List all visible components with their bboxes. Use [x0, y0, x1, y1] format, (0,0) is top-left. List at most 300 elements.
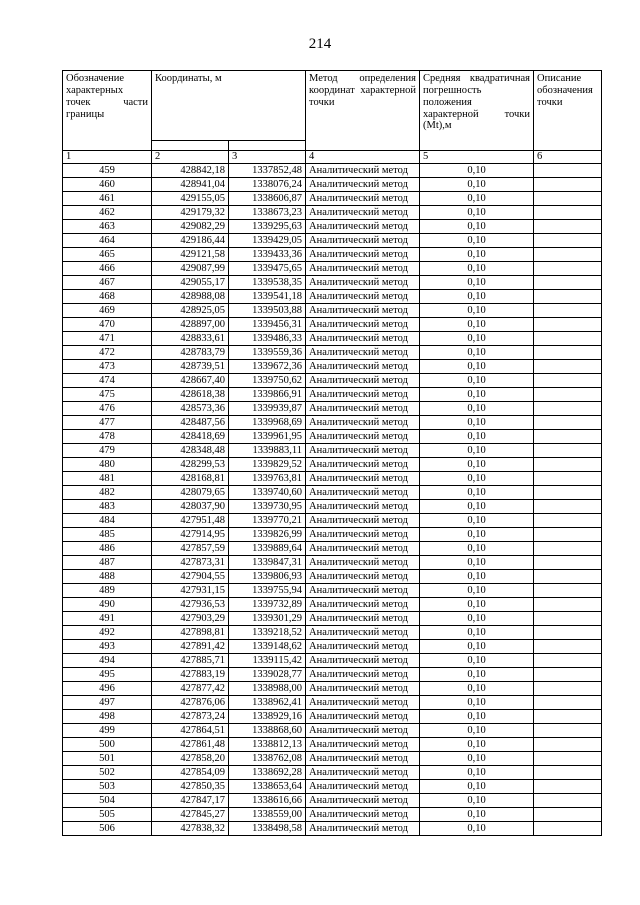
header-method: Метод определения координат характерной точки — [306, 71, 420, 151]
point-number-cell: 500 — [63, 738, 152, 752]
coordinate-y-cell: 1339429,05 — [229, 234, 306, 248]
method-cell: Аналитический метод — [306, 458, 420, 472]
table-row — [63, 416, 602, 430]
point-number-cell: 487 — [63, 556, 152, 570]
point-number-cell: 475 — [63, 388, 152, 402]
method-cell: Аналитический метод — [306, 528, 420, 542]
description-cell — [534, 248, 602, 262]
error-cell: 0,10 — [420, 164, 534, 178]
coordinate-y-cell: 1339295,63 — [229, 220, 306, 234]
point-number-cell: 506 — [63, 822, 152, 836]
method-cell: Аналитический метод — [306, 556, 420, 570]
coordinate-x-cell: 429121,58 — [152, 248, 229, 262]
coordinate-x-cell: 428573,36 — [152, 402, 229, 416]
description-cell — [534, 346, 602, 360]
coordinate-x-cell: 427847,17 — [152, 794, 229, 808]
coordinate-y-cell: 1339829,52 — [229, 458, 306, 472]
point-number-cell: 501 — [63, 752, 152, 766]
method-cell: Аналитический метод — [306, 822, 420, 836]
point-number-cell: 471 — [63, 332, 152, 346]
point-number-cell: 467 — [63, 276, 152, 290]
point-number-cell: 470 — [63, 318, 152, 332]
description-cell — [534, 206, 602, 220]
description-cell — [534, 304, 602, 318]
table-row — [63, 640, 602, 654]
coordinate-x-cell: 428988,08 — [152, 290, 229, 304]
coordinate-y-cell: 1338692,28 — [229, 766, 306, 780]
error-cell: 0,10 — [420, 542, 534, 556]
point-number-cell: 479 — [63, 444, 152, 458]
table-row — [63, 360, 602, 374]
description-cell — [534, 276, 602, 290]
method-cell: Аналитический метод — [306, 486, 420, 500]
point-number-cell: 496 — [63, 682, 152, 696]
coordinate-x-cell: 427858,20 — [152, 752, 229, 766]
error-cell: 0,10 — [420, 346, 534, 360]
coordinate-y-cell: 1339433,36 — [229, 248, 306, 262]
coordinate-x-cell: 427857,59 — [152, 542, 229, 556]
coordinate-y-cell: 1338812,13 — [229, 738, 306, 752]
header-coordinates: Координаты, м — [152, 71, 306, 141]
description-cell — [534, 724, 602, 738]
coordinate-y-cell: 1337852,48 — [229, 164, 306, 178]
coordinate-x-cell: 428941,04 — [152, 178, 229, 192]
header-point-designation: Обозначение характерных точек части границы — [63, 71, 152, 151]
table-row — [63, 192, 602, 206]
point-number-cell: 505 — [63, 808, 152, 822]
coordinate-y-cell: 1338606,87 — [229, 192, 306, 206]
description-cell — [534, 696, 602, 710]
coordinate-y-cell: 1339763,81 — [229, 472, 306, 486]
point-number-cell: 473 — [63, 360, 152, 374]
point-number-cell: 461 — [63, 192, 152, 206]
coordinate-y-cell: 1339028,77 — [229, 668, 306, 682]
method-cell: Аналитический метод — [306, 752, 420, 766]
description-cell — [534, 388, 602, 402]
coordinate-y-cell: 1339961,95 — [229, 430, 306, 444]
table-row — [63, 220, 602, 234]
description-cell — [534, 584, 602, 598]
coordinate-y-cell: 1339503,88 — [229, 304, 306, 318]
coordinate-x-cell: 429055,17 — [152, 276, 229, 290]
error-cell: 0,10 — [420, 486, 534, 500]
coordinate-x-cell: 428667,40 — [152, 374, 229, 388]
error-cell: 0,10 — [420, 458, 534, 472]
coordinate-x-cell: 427931,15 — [152, 584, 229, 598]
table-row — [63, 248, 602, 262]
coordinate-x-cell: 429087,99 — [152, 262, 229, 276]
error-cell: 0,10 — [420, 248, 534, 262]
table-row — [63, 682, 602, 696]
table-row — [63, 290, 602, 304]
method-cell: Аналитический метод — [306, 780, 420, 794]
description-cell — [534, 332, 602, 346]
method-cell: Аналитический метод — [306, 332, 420, 346]
error-cell: 0,10 — [420, 430, 534, 444]
point-number-cell: 503 — [63, 780, 152, 794]
point-number-cell: 484 — [63, 514, 152, 528]
description-cell — [534, 234, 602, 248]
coordinate-y-cell: 1339740,60 — [229, 486, 306, 500]
error-cell: 0,10 — [420, 374, 534, 388]
point-number-cell: 489 — [63, 584, 152, 598]
method-cell: Аналитический метод — [306, 304, 420, 318]
error-cell: 0,10 — [420, 598, 534, 612]
point-number-cell: 481 — [63, 472, 152, 486]
description-cell — [534, 738, 602, 752]
table-row — [63, 430, 602, 444]
table-row — [63, 472, 602, 486]
boundary-points-table — [62, 70, 602, 836]
table-row — [63, 206, 602, 220]
description-cell — [534, 220, 602, 234]
point-number-cell: 465 — [63, 248, 152, 262]
method-cell: Аналитический метод — [306, 472, 420, 486]
description-cell — [534, 360, 602, 374]
column-number: 2 — [152, 151, 229, 164]
method-cell: Аналитический метод — [306, 654, 420, 668]
method-cell: Аналитический метод — [306, 584, 420, 598]
column-number: 5 — [420, 151, 534, 164]
method-cell: Аналитический метод — [306, 402, 420, 416]
error-cell: 0,10 — [420, 780, 534, 794]
point-number-cell: 495 — [63, 668, 152, 682]
coordinate-x-cell: 428897,00 — [152, 318, 229, 332]
error-cell: 0,10 — [420, 234, 534, 248]
coordinate-x-cell: 428783,79 — [152, 346, 229, 360]
table-row — [63, 304, 602, 318]
coordinate-y-cell: 1339750,62 — [229, 374, 306, 388]
method-cell: Аналитический метод — [306, 542, 420, 556]
coordinate-x-cell: 428079,65 — [152, 486, 229, 500]
error-cell: 0,10 — [420, 276, 534, 290]
point-number-cell: 476 — [63, 402, 152, 416]
error-cell: 0,10 — [420, 416, 534, 430]
coordinate-y-cell: 1338498,58 — [229, 822, 306, 836]
coordinate-x-cell: 427854,09 — [152, 766, 229, 780]
coordinate-y-cell: 1339755,94 — [229, 584, 306, 598]
coordinate-x-cell: 428037,90 — [152, 500, 229, 514]
method-cell: Аналитический метод — [306, 794, 420, 808]
point-number-cell: 462 — [63, 206, 152, 220]
method-cell: Аналитический метод — [306, 430, 420, 444]
header-coordinate-y — [229, 141, 306, 151]
description-cell — [534, 612, 602, 626]
coordinate-x-cell: 428833,61 — [152, 332, 229, 346]
coordinate-x-cell: 427873,31 — [152, 556, 229, 570]
error-cell: 0,10 — [420, 472, 534, 486]
table-row — [63, 500, 602, 514]
coordinate-x-cell: 427903,29 — [152, 612, 229, 626]
table-row — [63, 738, 602, 752]
point-number-cell: 485 — [63, 528, 152, 542]
coordinate-x-cell: 427936,53 — [152, 598, 229, 612]
table-row — [63, 752, 602, 766]
coordinate-y-cell: 1339732,89 — [229, 598, 306, 612]
method-cell: Аналитический метод — [306, 668, 420, 682]
error-cell: 0,10 — [420, 626, 534, 640]
point-number-cell: 480 — [63, 458, 152, 472]
table-body — [63, 164, 602, 836]
coordinate-x-cell: 428168,81 — [152, 472, 229, 486]
method-cell: Аналитический метод — [306, 234, 420, 248]
method-cell: Аналитический метод — [306, 346, 420, 360]
coordinate-x-cell: 427845,27 — [152, 808, 229, 822]
table-row — [63, 374, 602, 388]
description-cell — [534, 598, 602, 612]
description-cell — [534, 262, 602, 276]
coordinate-x-cell: 428842,18 — [152, 164, 229, 178]
method-cell: Аналитический метод — [306, 766, 420, 780]
column-number: 6 — [534, 151, 602, 164]
description-cell — [534, 780, 602, 794]
coordinate-x-cell: 428348,48 — [152, 444, 229, 458]
coordinate-y-cell: 1339730,95 — [229, 500, 306, 514]
point-number-cell: 490 — [63, 598, 152, 612]
coordinate-x-cell: 427883,19 — [152, 668, 229, 682]
method-cell: Аналитический метод — [306, 738, 420, 752]
table-row — [63, 570, 602, 584]
description-cell — [534, 542, 602, 556]
method-cell: Аналитический метод — [306, 682, 420, 696]
description-cell — [534, 444, 602, 458]
description-cell — [534, 808, 602, 822]
description-cell — [534, 318, 602, 332]
description-cell — [534, 794, 602, 808]
table-row — [63, 178, 602, 192]
coordinate-y-cell: 1338673,23 — [229, 206, 306, 220]
coordinate-y-cell: 1338762,08 — [229, 752, 306, 766]
coordinate-x-cell: 428925,05 — [152, 304, 229, 318]
coordinate-x-cell: 429179,32 — [152, 206, 229, 220]
table-row — [63, 318, 602, 332]
coordinate-x-cell: 427885,71 — [152, 654, 229, 668]
point-number-cell: 482 — [63, 486, 152, 500]
coordinate-x-cell: 427877,42 — [152, 682, 229, 696]
coordinate-y-cell: 1339883,11 — [229, 444, 306, 458]
method-cell: Аналитический метод — [306, 178, 420, 192]
error-cell: 0,10 — [420, 710, 534, 724]
error-cell: 0,10 — [420, 514, 534, 528]
table-row — [63, 332, 602, 346]
method-cell: Аналитический метод — [306, 388, 420, 402]
error-cell: 0,10 — [420, 738, 534, 752]
description-cell — [534, 752, 602, 766]
coordinate-x-cell: 427838,32 — [152, 822, 229, 836]
coordinate-y-cell: 1339968,69 — [229, 416, 306, 430]
coordinate-x-cell: 429082,29 — [152, 220, 229, 234]
error-cell: 0,10 — [420, 500, 534, 514]
table-header — [63, 71, 602, 164]
error-cell: 0,10 — [420, 654, 534, 668]
table-row — [63, 710, 602, 724]
coordinate-y-cell: 1339486,33 — [229, 332, 306, 346]
table-row — [63, 486, 602, 500]
method-cell: Аналитический метод — [306, 444, 420, 458]
table-row — [63, 556, 602, 570]
coordinate-y-cell: 1339541,18 — [229, 290, 306, 304]
error-cell: 0,10 — [420, 528, 534, 542]
table-row — [63, 696, 602, 710]
method-cell: Аналитический метод — [306, 724, 420, 738]
error-cell: 0,10 — [420, 682, 534, 696]
table-row — [63, 402, 602, 416]
point-number-cell: 504 — [63, 794, 152, 808]
description-cell — [534, 472, 602, 486]
table-row — [63, 276, 602, 290]
coordinate-x-cell: 427904,55 — [152, 570, 229, 584]
table-row — [63, 724, 602, 738]
point-number-cell: 469 — [63, 304, 152, 318]
table-row — [63, 612, 602, 626]
table-row — [63, 542, 602, 556]
coordinate-y-cell: 1339301,29 — [229, 612, 306, 626]
error-cell: 0,10 — [420, 584, 534, 598]
point-number-cell: 498 — [63, 710, 152, 724]
method-cell: Аналитический метод — [306, 710, 420, 724]
error-cell: 0,10 — [420, 752, 534, 766]
coordinate-x-cell: 427898,81 — [152, 626, 229, 640]
error-cell: 0,10 — [420, 556, 534, 570]
table-row — [63, 584, 602, 598]
description-cell — [534, 556, 602, 570]
table-row — [63, 458, 602, 472]
error-cell: 0,10 — [420, 794, 534, 808]
point-number-cell: 502 — [63, 766, 152, 780]
table-row — [63, 262, 602, 276]
method-cell: Аналитический метод — [306, 262, 420, 276]
error-cell: 0,10 — [420, 262, 534, 276]
description-cell — [534, 458, 602, 472]
coordinate-y-cell: 1339826,99 — [229, 528, 306, 542]
coordinate-y-cell: 1339456,31 — [229, 318, 306, 332]
column-number: 4 — [306, 151, 420, 164]
coordinate-x-cell: 427876,06 — [152, 696, 229, 710]
method-cell: Аналитический метод — [306, 290, 420, 304]
point-number-cell: 492 — [63, 626, 152, 640]
table-row — [63, 654, 602, 668]
coordinate-x-cell: 427873,24 — [152, 710, 229, 724]
description-cell — [534, 654, 602, 668]
method-cell: Аналитический метод — [306, 598, 420, 612]
point-number-cell: 486 — [63, 542, 152, 556]
method-cell: Аналитический метод — [306, 570, 420, 584]
error-cell: 0,10 — [420, 822, 534, 836]
coordinate-x-cell: 429155,05 — [152, 192, 229, 206]
error-cell: 0,10 — [420, 360, 534, 374]
error-cell: 0,10 — [420, 696, 534, 710]
error-cell: 0,10 — [420, 766, 534, 780]
coordinate-y-cell: 1339148,62 — [229, 640, 306, 654]
description-cell — [534, 682, 602, 696]
description-cell — [534, 500, 602, 514]
method-cell: Аналитический метод — [306, 416, 420, 430]
coordinate-y-cell: 1338076,24 — [229, 178, 306, 192]
coordinate-x-cell: 428299,53 — [152, 458, 229, 472]
coordinate-y-cell: 1339218,52 — [229, 626, 306, 640]
point-number-cell: 477 — [63, 416, 152, 430]
table-row — [63, 528, 602, 542]
method-cell: Аналитический метод — [306, 276, 420, 290]
point-number-cell: 494 — [63, 654, 152, 668]
error-cell: 0,10 — [420, 178, 534, 192]
point-number-cell: 460 — [63, 178, 152, 192]
table-row — [63, 598, 602, 612]
point-number-cell: 493 — [63, 640, 152, 654]
method-cell: Аналитический метод — [306, 626, 420, 640]
method-cell: Аналитический метод — [306, 220, 420, 234]
method-cell: Аналитический метод — [306, 318, 420, 332]
point-number-cell: 488 — [63, 570, 152, 584]
point-number-cell: 463 — [63, 220, 152, 234]
method-cell: Аналитический метод — [306, 192, 420, 206]
coordinate-x-cell: 427891,42 — [152, 640, 229, 654]
point-number-cell: 483 — [63, 500, 152, 514]
description-cell — [534, 626, 602, 640]
coordinate-y-cell: 1339847,31 — [229, 556, 306, 570]
error-cell: 0,10 — [420, 570, 534, 584]
point-number-cell: 466 — [63, 262, 152, 276]
error-cell: 0,10 — [420, 668, 534, 682]
coordinate-x-cell: 428487,56 — [152, 416, 229, 430]
coordinate-x-cell: 429186,44 — [152, 234, 229, 248]
table-row — [63, 780, 602, 794]
point-number-cell: 474 — [63, 374, 152, 388]
description-cell — [534, 710, 602, 724]
point-number-cell: 497 — [63, 696, 152, 710]
table-row — [63, 514, 602, 528]
method-cell: Аналитический метод — [306, 640, 420, 654]
coordinate-x-cell: 428739,51 — [152, 360, 229, 374]
method-cell: Аналитический метод — [306, 206, 420, 220]
coordinate-x-cell: 427951,48 — [152, 514, 229, 528]
error-cell: 0,10 — [420, 332, 534, 346]
column-numbers-row — [63, 151, 602, 164]
coordinate-y-cell: 1339559,36 — [229, 346, 306, 360]
coordinate-y-cell: 1339538,35 — [229, 276, 306, 290]
table-row — [63, 626, 602, 640]
table-row — [63, 668, 602, 682]
description-cell — [534, 290, 602, 304]
table-row — [63, 388, 602, 402]
description-cell — [534, 178, 602, 192]
coordinate-y-cell: 1338962,41 — [229, 696, 306, 710]
method-cell: Аналитический метод — [306, 360, 420, 374]
description-cell — [534, 668, 602, 682]
coordinate-y-cell: 1339866,91 — [229, 388, 306, 402]
description-cell — [534, 640, 602, 654]
coordinate-y-cell: 1338653,64 — [229, 780, 306, 794]
coordinate-y-cell: 1339806,93 — [229, 570, 306, 584]
coordinate-y-cell: 1339115,42 — [229, 654, 306, 668]
description-cell — [534, 402, 602, 416]
page-number: 214 — [308, 36, 332, 52]
header-description: Описание обозначения точки — [534, 71, 602, 151]
table-row — [63, 808, 602, 822]
table-row — [63, 794, 602, 808]
description-cell — [534, 374, 602, 388]
coordinate-x-cell: 427864,51 — [152, 724, 229, 738]
description-cell — [534, 192, 602, 206]
method-cell: Аналитический метод — [306, 808, 420, 822]
description-cell — [534, 430, 602, 444]
description-cell — [534, 416, 602, 430]
point-number-cell: 478 — [63, 430, 152, 444]
description-cell — [534, 822, 602, 836]
description-cell — [534, 528, 602, 542]
coordinate-y-cell: 1338559,00 — [229, 808, 306, 822]
coordinate-x-cell: 427914,95 — [152, 528, 229, 542]
